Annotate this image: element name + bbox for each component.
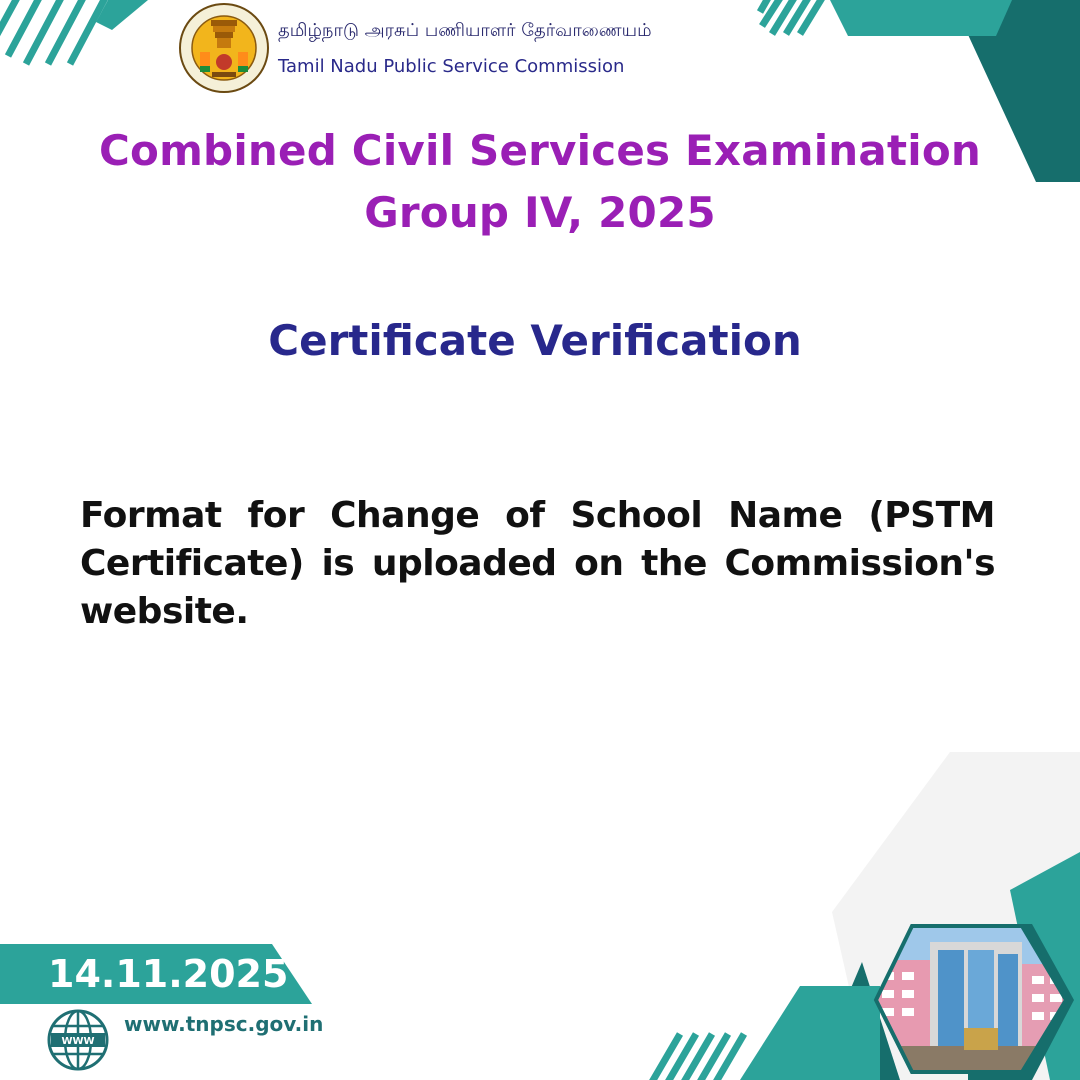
exam-title-line2: Group IV, 2025 — [364, 188, 716, 237]
svg-text:WWW: WWW — [61, 1036, 95, 1047]
exam-title-line1: Combined Civil Services Examination — [99, 126, 981, 175]
notice-date: 14.11.2025 — [48, 952, 289, 996]
exam-title — [60, 120, 1020, 244]
org-name-tamil: தமிழ்நாடு அரசுப் பணியாளர் தேர்வாணையம் — [278, 20, 652, 41]
notice-text: Format for Change of School Name (PSTM Certificate) is uploaded on the Commission's website. — [80, 495, 995, 632]
section-title: Certificate Verification — [268, 316, 802, 365]
org-name-english: Tamil Nadu Public Service Commission — [278, 56, 625, 77]
globe-www-icon — [47, 1009, 109, 1071]
tamil-nadu-emblem-logo — [178, 2, 270, 94]
website-link[interactable]: www.tnpsc.gov.in — [124, 1012, 324, 1036]
tnpsc-building-image — [872, 924, 1072, 1074]
